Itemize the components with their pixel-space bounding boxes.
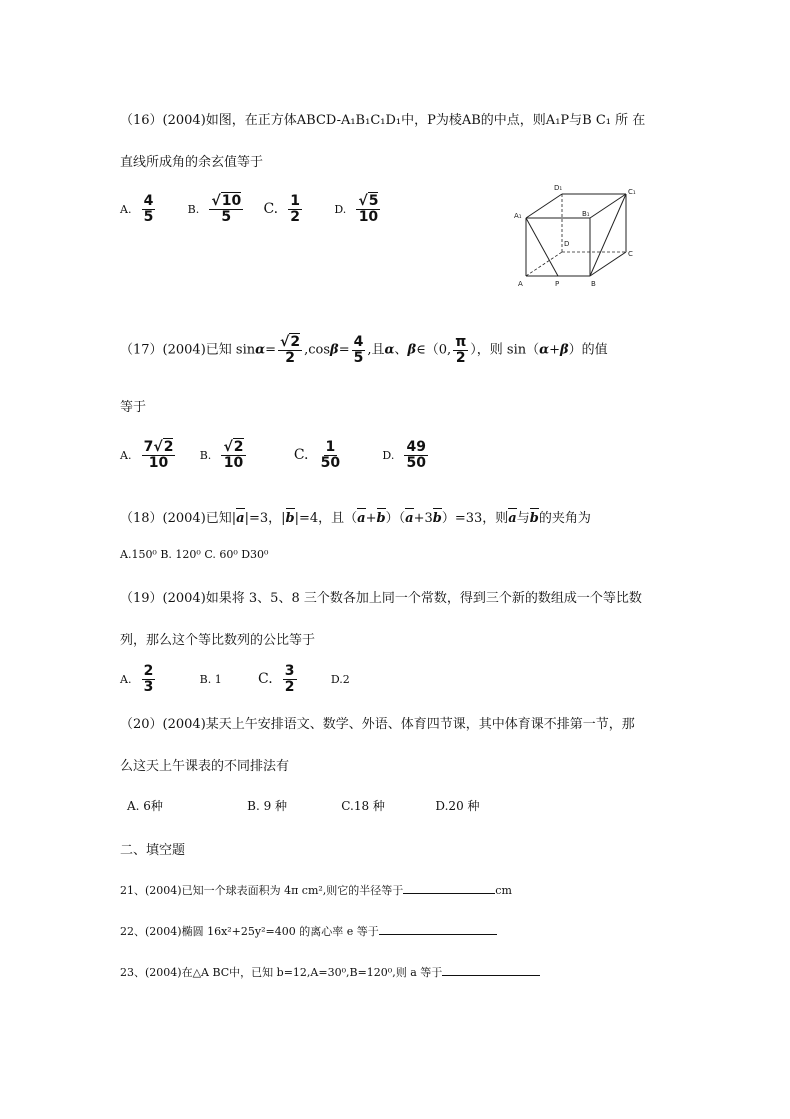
option-b: B. 9 种 (247, 799, 288, 813)
q16-line1: （16）(2004)如图，在正方体ABCD-A₁B₁C₁D₁中，P为棱AB的中点，则A₁P与B C₁ 所 在 (120, 113, 646, 128)
label-d1: D₁ (554, 184, 563, 192)
segment-a1p (526, 218, 558, 276)
q19-line2: 列，那么这个等比数列的公比等于 (120, 633, 316, 648)
option-label: C. (293, 446, 309, 463)
fraction: $\frac{1}{2}$ (290, 193, 301, 225)
hidden-edge-ad (526, 252, 562, 276)
q22: 22、(2004)椭圆 16x²+25y²=400 的离心率 e 等于 (120, 922, 497, 939)
q21: 21、(2004)已知一个球表面积为 4π cm²,则它的半径等于 cm (120, 881, 512, 898)
option-d: D.20 种 (435, 799, 480, 813)
option-label: C. (257, 670, 273, 687)
option-label: D.2 (330, 672, 350, 686)
fraction: $\frac{49}{50}$ (406, 439, 426, 471)
option-label: B. 1 (199, 672, 222, 686)
label-a: A (518, 280, 523, 288)
label-d: D (564, 240, 570, 248)
answer-blank[interactable] (403, 881, 495, 894)
label-p: P (555, 280, 560, 288)
option-c: C.18 种 (341, 799, 385, 813)
edge-a1d1 (526, 194, 562, 218)
option-label: D. (382, 448, 395, 462)
option-label: A. (120, 448, 132, 462)
q18-line1: （18）(2004)已知|a|=3，|b|=4，且（a+b）（a+3b）=33，则a与b的夹角为 (120, 511, 591, 526)
option-label: B. (187, 202, 200, 216)
label-b1: B₁ (582, 210, 590, 218)
label-a1: A₁ (514, 212, 522, 220)
label-b: B (591, 280, 596, 288)
q19-line1: （19）(2004)如果将 3、5、8 三个数各加上同一个常数，得到三个新的数组成一个等比数 (120, 591, 642, 606)
label-c: C (628, 250, 633, 258)
option-a: A. 6种 (127, 799, 163, 813)
fraction: $\frac{2}{3}$ (143, 663, 154, 695)
fraction: $\frac{1}{50}$ (320, 439, 341, 471)
fraction: $\frac{7√2}{10}$ (143, 439, 174, 471)
option-label: B. (199, 448, 212, 462)
q19-options (120, 664, 354, 694)
q17-line1: （17）(2004)已知 sinα= $\frac{√2}{2}$ ,cosβ= $\frac{4}{5}$ ,且α、β∈（0, $\frac{\pi}{2}$ ），则 sin（α+β）的值 (120, 334, 608, 366)
q17-options (120, 440, 430, 470)
q23: 23、(2004)在△A BC中，已知 b=12,A=30⁰,B=120⁰,则 a 等于 (120, 963, 540, 980)
answer-blank[interactable] (379, 922, 497, 935)
q17-line2: 等于 (120, 400, 147, 415)
fraction: $\frac{√5}{10}$ (358, 193, 379, 225)
answer-blank[interactable] (442, 963, 540, 976)
option-label: A. (120, 672, 132, 686)
fraction: $\frac{4}{5}$ (143, 193, 154, 225)
option-label: A. (120, 202, 132, 216)
q20-line2: 么这天上午课表的不同排法有 (120, 759, 290, 774)
section-title: 二、填空题 (120, 843, 186, 858)
q20-line1: （20）(2004)某天上午安排语文、数学、外语、体育四节课，其中体育课不排第一节，那 (120, 717, 635, 732)
option-label: D. (334, 202, 347, 216)
fraction: $\frac{√2}{10}$ (223, 439, 244, 471)
cube-figure (512, 180, 642, 292)
label-c1: C₁ (628, 188, 636, 196)
fraction: $\frac{√10}{5}$ (211, 193, 242, 225)
option-label: C. (263, 200, 279, 217)
q16-line2: 直线所成角的余玄值等于 (120, 155, 264, 170)
q20-options (127, 797, 484, 814)
q18-options: A.150⁰ B. 120⁰ C. 60⁰ D30⁰ (120, 548, 269, 561)
fraction: $\frac{3}{2}$ (284, 663, 295, 695)
q16-options (120, 194, 382, 224)
